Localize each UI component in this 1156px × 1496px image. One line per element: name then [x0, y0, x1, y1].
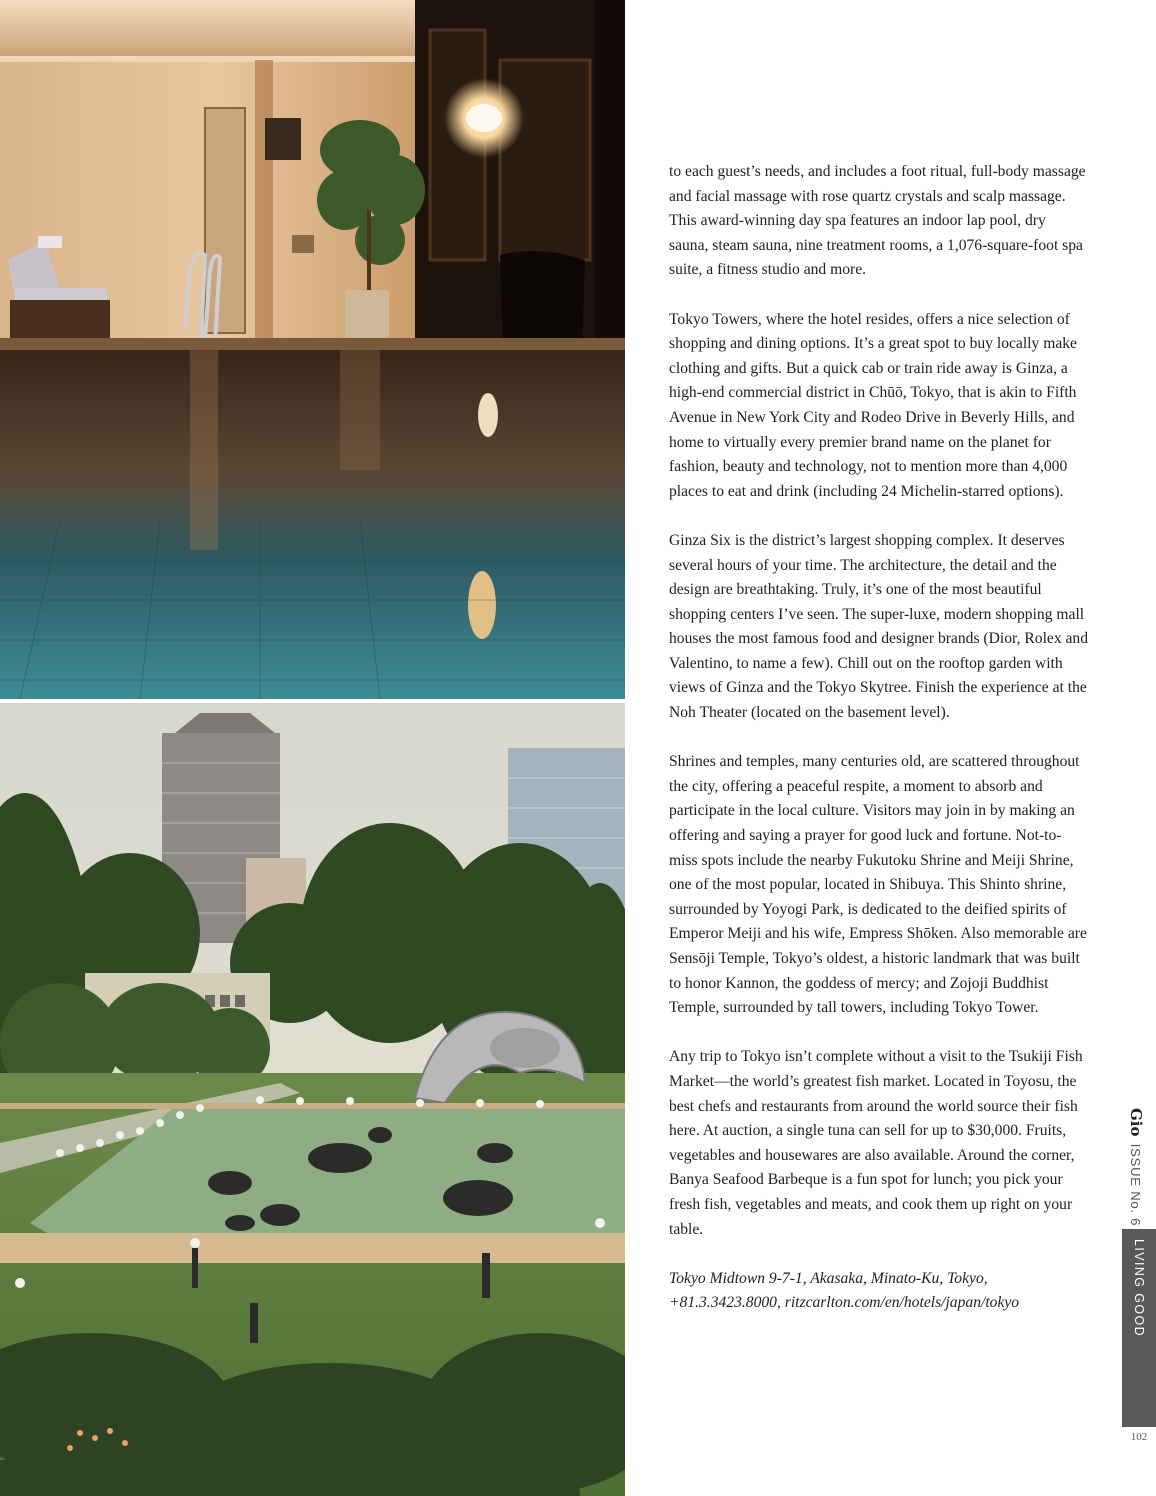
section-label: LIVING GOOD [1132, 1239, 1146, 1338]
paragraph-shrines: Shrines and temples, many centuries old, are scattered throughout the city, offering a peaceful respite, a moment to absorb and participate in the local culture. Visitors may join in by making an offering and saying a prayer for good luck and fortune. Not-to-miss spots include the nearby Fukutoku Shrine and Meiji Shrine, one of the most popular, located in Shibuya. This Shinto shrine, surrounded by Yoyogi Park, is dedicated to the deified spirits of Emperor Meiji and his wife, Empress Shōken. Also memorable are Sensōji Temple, Tokyo’s oldest, a historic landmark that was built to honor Kannon, the goddess of mercy; and Zojoji Buddhist Temple, surrounded by tall towers, including Tokyo Tower. [669, 753, 1087, 1017]
article-body [669, 160, 1089, 1341]
issue-number: ISSUE No. 6 [1128, 1143, 1143, 1227]
midtown-garden-photo [0, 703, 625, 1496]
magazine-brand: Gio [1127, 1108, 1145, 1137]
paragraph-fish-market: Any trip to Tokyo isn’t complete without a visit to the Tsukiji Fish Market—the world’s greatest fish market. Located in Toyosu, the best chefs and restaurants from around the world source their fish here. At auction, a single tuna can sell for up to $30,000. Fruits, vegetables and housewares are also available. Around the corner, Banya Seafood Barbeque is a fun spot for lunch; you pick your fresh fish, vegetables and meats, and cook them up right on your table. [669, 1048, 1083, 1238]
issue-label [1127, 1108, 1145, 1227]
paragraph-tokyo-towers: Tokyo Towers, where the hotel resides, offers a nice selection of shopping and dining options. It’s a great spot to buy locally make clothing and gifts. But a quick cab or train ride away is Ginza, a high-end commercial district in Chūō, Tokyo, that is akin to Fifth Avenue in New York City and Rodeo Drive in Beverly Hills, and home to virtually every premier brand name on the planet for fashion, beauty and technology, not to mention more than 4,000 places to eat and drink (including 24 Michelin-starred options). [669, 310, 1077, 500]
spa-pool-photo [0, 0, 625, 699]
paragraph-spa: to each guest’s needs, and includes a foot ritual, full-body massage and facial massage with rose quartz crystals and scalp massage. This award-winning day spa features an indoor lap pool, dry sauna, steam sauna, nine treatment rooms, a 1,076-square-foot spa suite, a fitness studio and more. [669, 163, 1086, 279]
hotel-address: Tokyo Midtown 9-7-1, Akasaka, Minato-Ku, Tokyo, +81.3.3423.8000, ritzcarlton.com/en/hotels/japan/tokyo [669, 1269, 1020, 1312]
page-number: 102 [1130, 1431, 1148, 1443]
section-tab [1122, 1229, 1156, 1427]
paragraph-ginza-six: Ginza Six is the district’s largest shopping complex. It deserves several hours of your time. The architecture, the detail and the design are breathtaking. Truly, it’s one of the most beautiful shopping centers I’ve seen. The super-luxe, modern shopping mall houses the most famous food and designer brands (Dior, Rolex and Valentino, to name a few). Chill out on the rooftop garden with views of Ginza and the Tokyo Skytree. Finish the experience at the Noh Theater (located on the basement level). [669, 531, 1089, 722]
